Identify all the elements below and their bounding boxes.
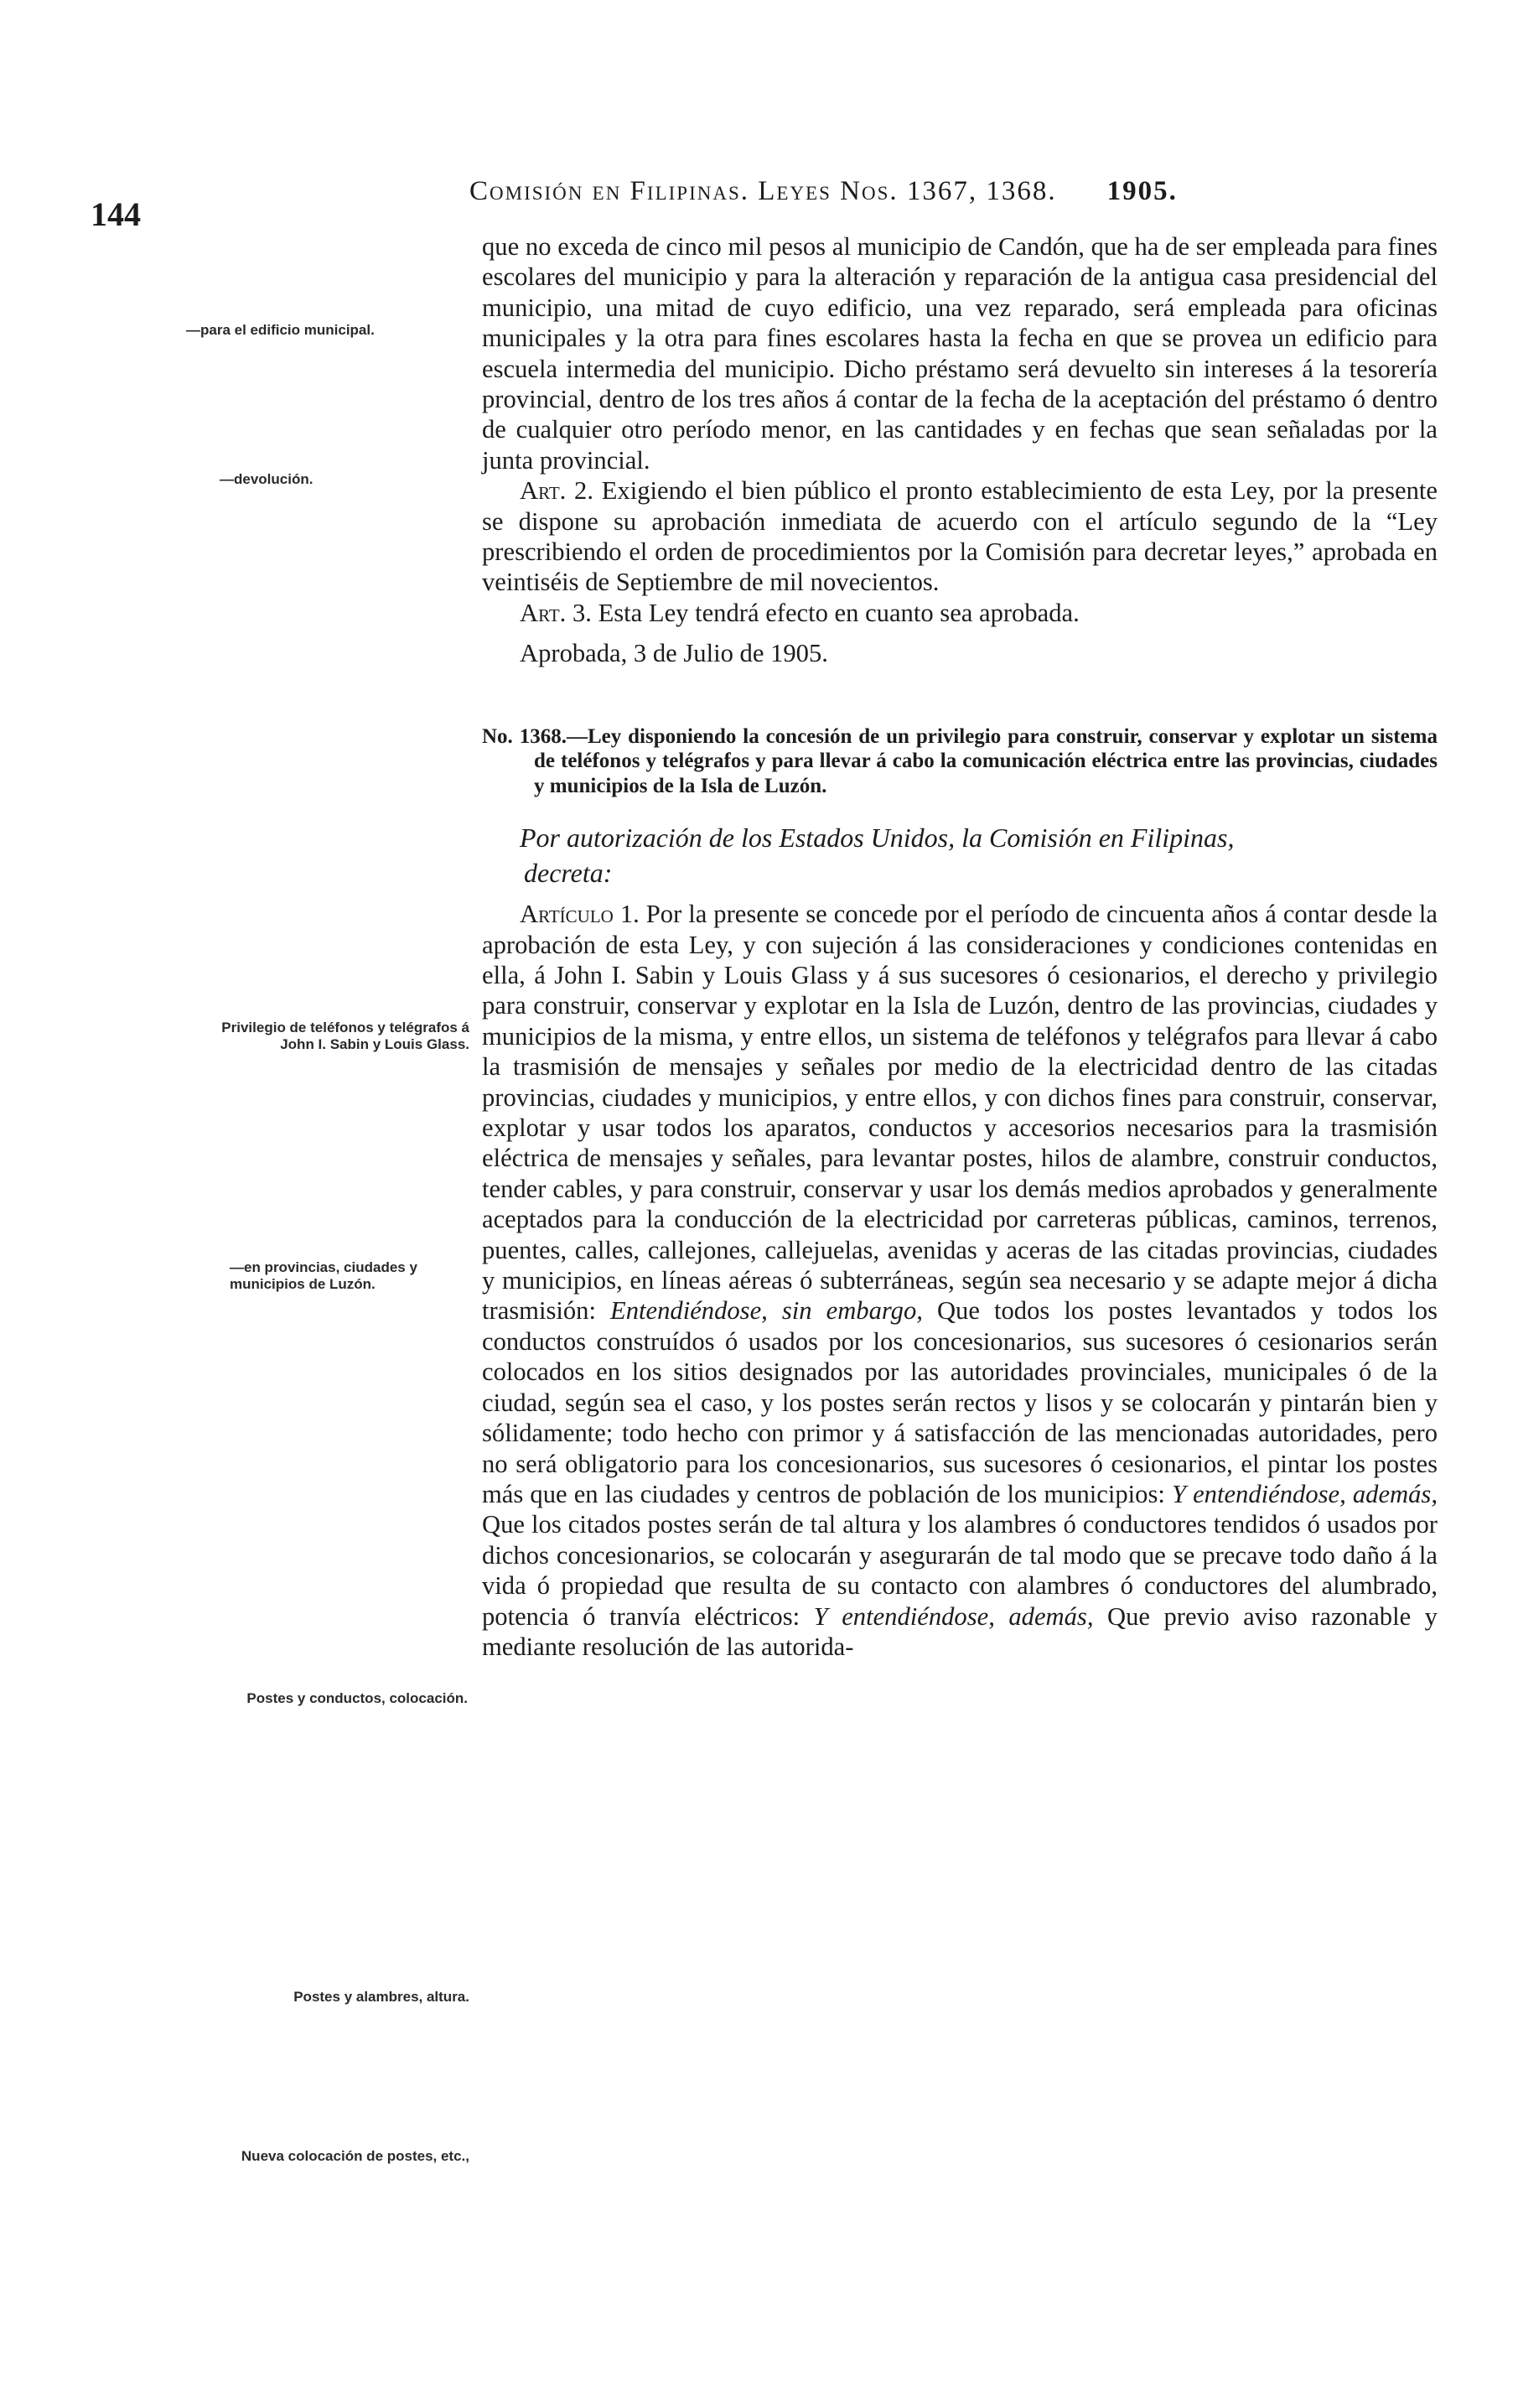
page-number: 144 [91,195,141,233]
article-2 [482,475,1438,598]
margin-note-postes-conductos: Postes y conductos, colocación. [246,1690,468,1706]
article-1-text-c: Que los citados postes serán de tal altura y los alambres ó conductores tendidos ó usados por dichos concesionarios, se colocarán y asegurarán de tal modo que se precave todo daño á la vida ó propiedad que resulta de su contacto con alambres ó conductores del alumbrado, potencia ó tranvía eléctricos: [482,1510,1438,1631]
approval-date: Aprobada, 3 de Julio de 1905. [520,639,828,668]
article-2-label: Art. 2. [520,476,593,506]
article-1-text-d: Que previo aviso razonable y mediante resolución de las autorida- [482,1601,1438,1661]
article-1-text-a: Por la presente se concede por el período de cincuenta años á contar desde la aprobación de esta Ley, y con sujeción á las consideraciones y condiciones contenidas en ella, á John I. Sabin y Louis Glass y á sus sucesores ó cesionarios, el derecho y privilegio para construir, conservar y explotar en la Isla de Luzón, dentro de las provincias, ciudades y municipios de la misma, y entre ellos, un sistema de teléfonos y telégrafos para llevar á cabo la trasmisión de mensajes y señales por medio de la electricidad dentro de las citadas provincias, ciudades y municipios, y entre ellos, y con dichos fines para construir, conservar, explotar y usar todos los aparatos, conductos y accesorios necesarios para la trasmisión eléctrica de mensajes y señales, para levantar postes, hilos de alambre, construir conductos, tender cables, y para construir, conservar y usar los demás medios aprobados y generalmente aceptados para la conducción de la electricidad por carreteras públicas, caminos, terrenos, puentes, calles, callejones, callejuelas, avenidas y aceras de las citadas provincias, ciudades y municipios, en líneas aéreas ó subterráneas, según sea necesario y se adapte mejor á dicha trasmisión: [482,900,1438,1326]
proviso-1: Entendiéndose, sin embargo, [610,1296,923,1326]
proviso-3: Y entendiéndose, además, [813,1601,1094,1631]
running-title: Comisión en Filipinas. Leyes Nos. 1367, 1368. [469,176,1057,206]
margin-note-devolucion: —devolución. [220,471,313,487]
bill-heading: No. 1368.—Ley disponiendo la concesión de un privilegio para construir, conservar y explotar un sistema de teléfonos y telégrafos y para llevar á cabo la comunicación eléctrica entre las provincias, ciudades y municipios de la Isla de Luzón. [482,724,1438,797]
decreta-text: decreta: [524,858,613,889]
enacting-clause [482,820,1438,890]
running-head [469,176,1442,207]
article-3-text: Esta Ley tendrá efecto en cuanto sea aprobada. [591,598,1080,627]
paragraph-continuation: que no exceda de cinco mil pesos al municipio de Candón, que ha de ser empleada para fines escolares del municipio y para la alteración y reparación de la antigua casa presidencial del municipio, una mitad de cuyo edificio, una vez reparado, será empleada para oficinas municipales y la otra para fines escolares hasta la fecha en que se provea un edificio para escuela intermedia del municipio. Dicho préstamo será devuelto sin intereses á la tesorería provincial, dentro de los tres años á contar de la fecha de la aceptación del préstamo ó dentro de cualquier otro período menor, en las cantidades y en fechas que sean señaladas por la junta provincial. [482,232,1438,475]
article-2-text: Exigiendo el bien público el pronto establecimiento de esta Ley, por la presente se dispone su aprobación inmediata de acuerdo con el artículo segundo de la “Ley prescribiendo el orden de procedimientos por la Comisión para decretar leyes,” aprobada en veintiséis de Septiembre de mil novecientos. [482,476,1438,597]
margin-note-edificio: —para el edificio municipal. [186,322,375,338]
margin-note-nueva-colocacion: Nueva colocación de postes, etc., [241,2148,469,2164]
article-3 [482,598,1438,628]
running-year: 1905. [1106,176,1178,206]
enacting-text: Por autorización de los Estados Unidos, la Comisión en Filipinas, [520,823,1235,854]
margin-note-provincias: —en provincias, ciudades y municipios de Luzón. [230,1259,417,1292]
article-1-text-b: Que todos los postes levantados y todos los conductos construídos ó usados por los concesionarios, sus sucesores ó cesionarios serán colocados en los sitios designados por las autoridades provinciales, municipales ó de la ciudad, según sea el caso, y los postes serán rectos y lisos y se colocarán y pintarán bien y sólidamente; todo hecho con primor y á satisfacción de las mencionadas autoridades, pero no será obligatorio para los concesionarios, sus sucesores ó cesionarios, el pintar los postes más que en las ciudades y centros de población de los municipios: [482,1296,1438,1508]
proviso-2: Y entendiéndose, además, [1171,1479,1438,1508]
article-1 [482,899,1438,1662]
margin-note-privilegio: Privilegio de teléfonos y telégrafos á John I. Sabin y Louis Glass. [221,1020,469,1052]
article-1-label: Artículo 1. [520,900,640,929]
margin-note-postes-alambres: Postes y alambres, altura. [293,1989,469,2005]
article-3-label: Art. 3. [520,598,592,627]
body-text [482,231,1438,1662]
